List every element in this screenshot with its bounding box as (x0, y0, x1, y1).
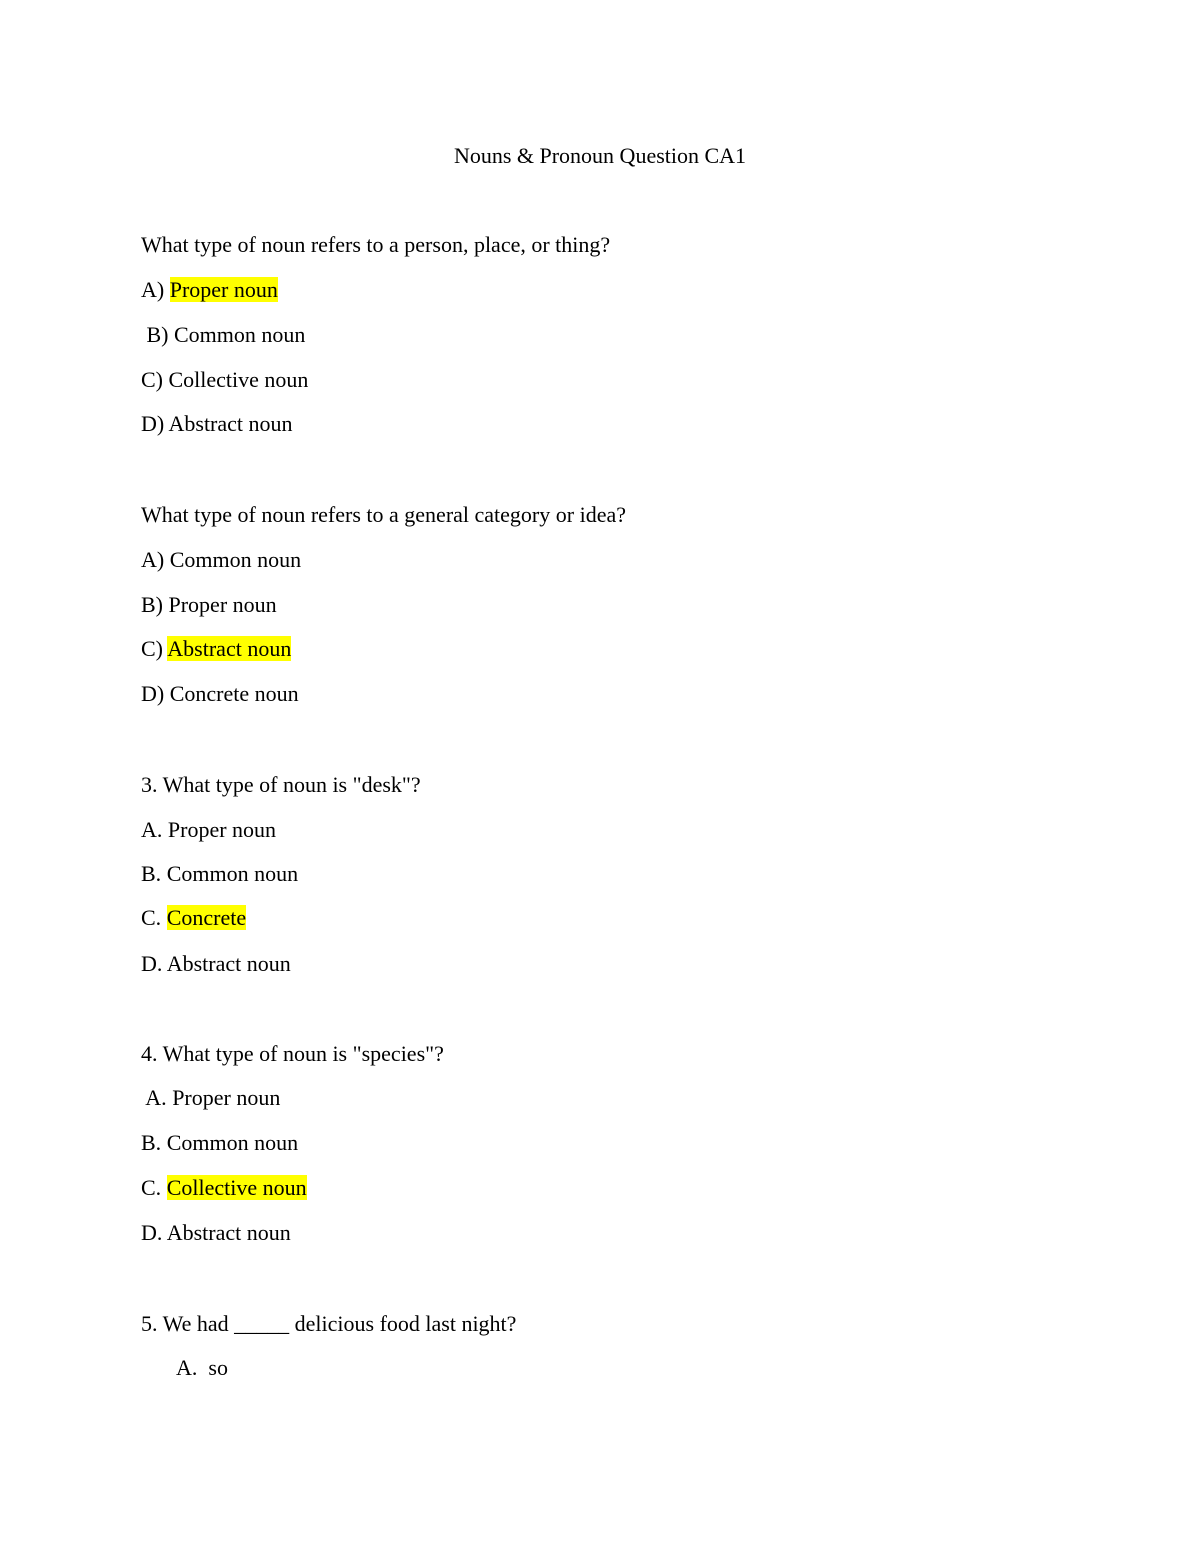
option-prefix: B) (141, 322, 174, 347)
option-text: Common noun (169, 547, 302, 572)
question-2-option-d (141, 680, 299, 708)
option-text: Concrete noun (169, 681, 299, 706)
option-prefix: B. (141, 861, 167, 886)
option-text: Proper noun (168, 592, 277, 617)
option-prefix: D) (141, 681, 170, 706)
option-text: Common noun (166, 861, 299, 886)
option-text: Common noun (166, 1130, 299, 1155)
question-3-option-d (141, 950, 291, 978)
option-text-highlighted: Concrete (166, 905, 247, 930)
option-prefix: B. (141, 1130, 167, 1155)
question-4-option-a (141, 1084, 280, 1112)
question-5-text: 5. We had _____ delicious food last night? (141, 1311, 517, 1336)
option-prefix: A) (141, 277, 170, 302)
question-1-option-a (141, 276, 278, 304)
option-prefix: A) (141, 547, 170, 572)
option-prefix: A. (176, 1355, 209, 1380)
option-prefix: A. (141, 817, 168, 842)
option-text: Abstract noun (166, 951, 291, 976)
question-4-option-b (141, 1129, 298, 1157)
option-prefix: C) (141, 367, 169, 392)
option-text-highlighted: Collective noun (166, 1175, 307, 1200)
option-prefix: D. (141, 1220, 167, 1245)
option-text: Common noun (174, 322, 306, 347)
question-3-option-b (141, 860, 298, 888)
question-4-option-d (141, 1219, 291, 1247)
option-text: Abstract noun (166, 1220, 291, 1245)
question-1-text: What type of noun refers to a person, place, or thing? (141, 232, 611, 257)
option-text: Abstract noun (168, 411, 293, 436)
question-2-option-a (141, 546, 301, 574)
question-1-option-b (141, 321, 305, 349)
option-prefix: D) (141, 411, 169, 436)
question-3-option-a (141, 816, 276, 844)
question-5-option-a (176, 1354, 228, 1382)
question-1-option-d (141, 410, 293, 438)
question-4-text: 4. What type of noun is "species"? (141, 1041, 444, 1066)
question-3-option-c (141, 904, 246, 932)
option-prefix: C. (141, 1175, 167, 1200)
question-3-text: 3. What type of noun is "desk"? (141, 772, 421, 797)
option-text-highlighted: Proper noun (169, 277, 278, 302)
option-prefix: D. (141, 951, 167, 976)
option-prefix: B) (141, 592, 169, 617)
option-text: Proper noun (172, 1085, 281, 1110)
question-4-option-c (141, 1174, 307, 1202)
option-prefix: C) (141, 636, 168, 661)
question-2-option-b (141, 591, 277, 619)
option-text: so (208, 1355, 228, 1380)
option-prefix: C. (141, 905, 167, 930)
question-1-option-c (141, 366, 308, 394)
option-prefix: A. (141, 1085, 173, 1110)
document-title: Nouns & Pronoun Question CA1 (453, 143, 747, 168)
option-text: Collective noun (168, 367, 309, 392)
question-2-option-c (141, 635, 291, 663)
question-2-text: What type of noun refers to a general category or idea? (141, 502, 626, 527)
option-text: Proper noun (167, 817, 277, 842)
option-text-highlighted: Abstract noun (167, 636, 292, 661)
